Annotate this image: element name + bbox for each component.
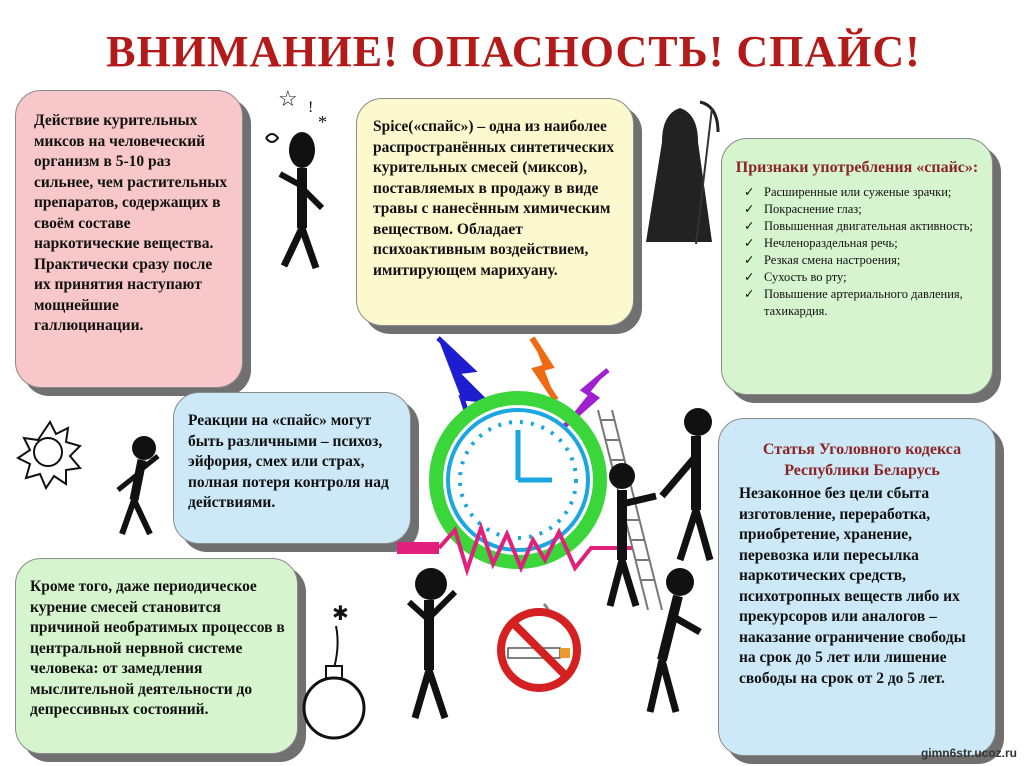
no-smoking-icon: [494, 590, 584, 700]
list-item: ✓ Покраснение глаз;: [744, 202, 862, 216]
svg-text:*: *: [318, 112, 327, 132]
checkmark-icon: ✓: [744, 270, 755, 284]
consequences-box: [15, 558, 298, 754]
lightning-icon: [532, 338, 556, 400]
definition-box: [356, 98, 634, 326]
footer-url: gimn6str.ucoz.ru: [920, 746, 1017, 760]
checkmark-icon: ✓: [744, 202, 755, 216]
page-title: ВНИМАНИЕ! ОПАСНОСТЬ! СПАЙС!: [106, 27, 921, 76]
list-item: ✓ Сухость во рту;: [744, 270, 847, 284]
signs-title: Признаки употребления «спайс»:: [735, 159, 979, 176]
svg-text:✱: ✱: [332, 603, 349, 625]
stick-figure-icon: [600, 400, 720, 720]
list-item: ✓ Нечленораздельная речь;: [744, 236, 898, 250]
stick-figure-icon: [104, 430, 174, 540]
svg-text:☆: ☆: [278, 88, 298, 111]
checkmark-icon: ✓: [744, 253, 755, 267]
list-item: ✓ Повышение артериального давления, тахикардия.: [744, 287, 963, 318]
effect-text: Действие курительных миксов на человеческий организм в 5-10 раз сильнее, чем растительных препаратов, содержащих в своём составе наркотические вещества. Практически сразу после их принятия наступают мощнейшие галлюцинации.: [34, 112, 228, 334]
list-item: ✓ Резкая смена настроения;: [744, 253, 901, 267]
reactions-box: [173, 392, 411, 544]
reactions-text: Реакции на «спайс» могут быть различными – психоз, эйфория, смех или страх, полная потеря контроля над действиями.: [188, 412, 389, 511]
law-box: [718, 418, 996, 756]
law-text: Незаконное без цели сбыта изготовление, переработка, приобретение, хранение, перевозка или пересылка наркотических средств, психотропных веществ либо их прекурсоров или аналогов – наказание ограничение свободы на срок до 5 лет или лишение свободы на срок от 2 до 5 лет.: [739, 485, 966, 687]
list-item: ✓ Повышенная двигательная активность;: [744, 219, 973, 233]
svg-text:!: !: [308, 99, 314, 116]
checkmark-icon: ✓: [744, 236, 755, 250]
signs-list: [732, 184, 982, 320]
list-item: ✓ Расширенные или суженые зрачки;: [744, 185, 952, 199]
stick-figure-icon: [395, 562, 475, 722]
checkmark-icon: ✓: [744, 287, 755, 301]
definition-text: Spice(«спайс») – одна из наиболее распространённых синтетических курительных смесей (миксов), поставляемых в продажу в виде травы с нанесённым химическим веществом. Обладает психоактивным воздействием, имитирующем марихуану.: [373, 118, 615, 279]
bomb-icon: [296, 600, 376, 740]
explosion-icon: [10, 404, 90, 494]
consequences-text: Кроме того, даже периодическое курение смесей становится причиной необратимых процессов в центральной нервной системе человека: от замедления мыслительной деятельности до депрессивных состояний.: [30, 578, 285, 718]
law-title: Статья Уголовного кодекса Республики Беларусь: [762, 441, 962, 479]
effect-box: [15, 90, 243, 388]
stick-figure-icon: [258, 88, 338, 278]
signs-box: [721, 138, 993, 395]
grim-reaper-icon: [640, 98, 720, 248]
checkmark-icon: ✓: [744, 185, 755, 199]
checkmark-icon: ✓: [744, 219, 755, 233]
